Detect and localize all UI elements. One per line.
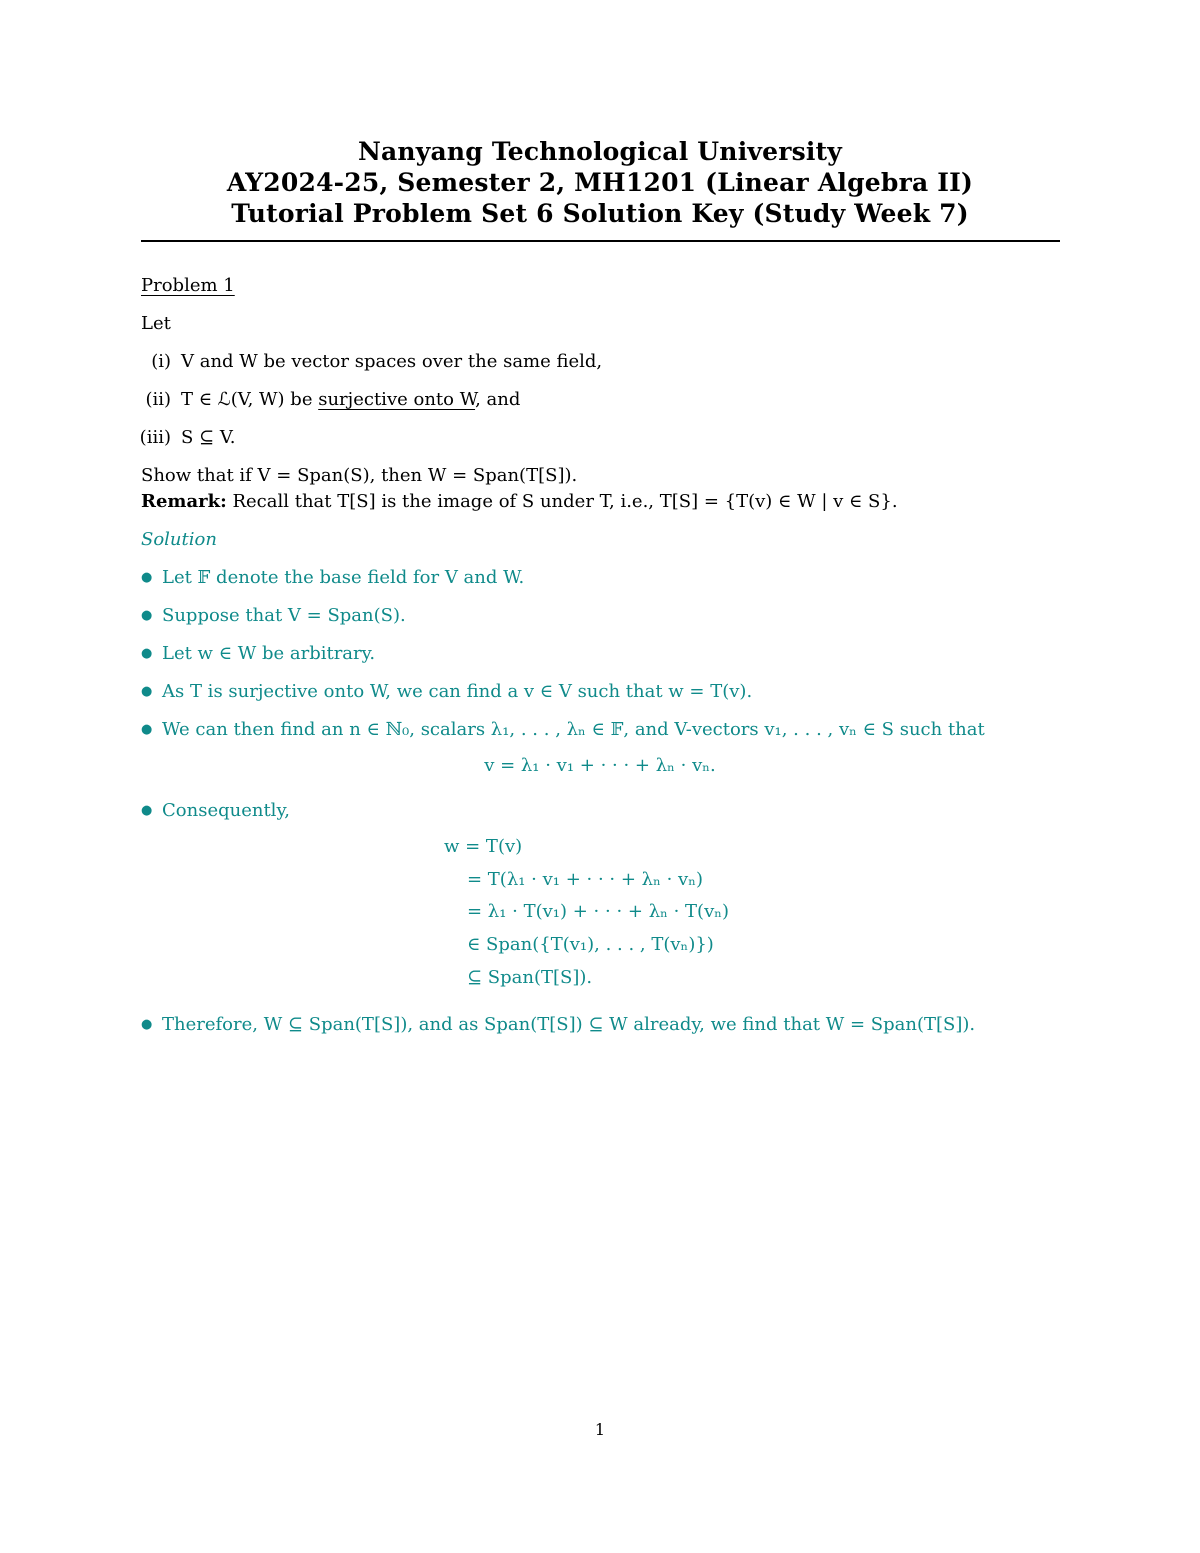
- solution-heading: Solution: [141, 529, 217, 550]
- condition-number: (ii): [145, 389, 171, 410]
- solution-step: Let 𝔽 denote the base field for V and W.: [162, 567, 525, 588]
- page-number: 1: [594, 1420, 606, 1439]
- bullet-icon: ●: [141, 803, 153, 818]
- bullet-icon: ●: [141, 1017, 153, 1032]
- remark-text: Recall that T[S] is the image of S under T, i.e., T[S] = {T(v) ∈ W | v ∈ S}.: [226, 491, 898, 512]
- bullet-icon: ●: [141, 570, 153, 585]
- condition-item: [141, 388, 520, 412]
- solution-step: Therefore, W ⊆ Span(T[S]), and as Span(T[S]) ⊆ W already, we find that W = Span(T[S]).: [162, 1014, 976, 1035]
- remark-label: Remark:: [141, 491, 227, 512]
- display-equation: v = λ₁ · v₁ + · · · + λₙ · vₙ.: [484, 755, 716, 776]
- title-block: [0, 136, 1200, 229]
- solution-step: Let w ∈ W be arbitrary.: [162, 643, 376, 664]
- bullet-icon: ●: [141, 684, 153, 699]
- solution-step: We can then find an n ∈ ℕ₀, scalars λ₁, . . . , λₙ ∈ 𝔽, and V-vectors v₁, . . . , vₙ ∈ S such that: [162, 719, 985, 740]
- remark: [141, 490, 898, 514]
- equation-chain-line: ⊆ Span(T[S]).: [467, 967, 593, 988]
- course-title: AY2024-25, Semester 2, MH1201 (Linear Algebra II): [226, 168, 974, 197]
- condition-item: [141, 350, 602, 374]
- condition-underlined-text: surjective onto W: [318, 389, 476, 410]
- solution-step: Suppose that V = Span(S).: [162, 605, 406, 626]
- solution-step: Consequently,: [162, 800, 290, 821]
- condition-text-tail: , and: [475, 389, 521, 410]
- problem-set-title: Tutorial Problem Set 6 Solution Key (Study Week 7): [231, 199, 969, 228]
- equation-chain-line: w = T(v): [444, 836, 523, 857]
- condition-text: S ⊆ V.: [181, 427, 236, 448]
- title-rule: [141, 240, 1060, 242]
- condition-number: (i): [151, 351, 171, 372]
- bullet-icon: ●: [141, 646, 153, 661]
- bullet-icon: ●: [141, 722, 153, 737]
- solution-step: As T is surjective onto W, we can find a v ∈ V such that w = T(v).: [162, 681, 753, 702]
- equation-chain-line: = T(λ₁ · v₁ + · · · + λₙ · vₙ): [467, 869, 704, 890]
- university-title: Nanyang Technological University: [357, 137, 843, 166]
- equation-chain-line: = λ₁ · T(v₁) + · · · + λₙ · T(vₙ): [467, 901, 730, 922]
- bullet-icon: ●: [141, 608, 153, 623]
- equation-chain-line: ∈ Span({T(v₁), . . . , T(vₙ)}): [467, 934, 714, 955]
- problem-statement: Show that if V = Span(S), then W = Span(T[S]).: [141, 465, 578, 486]
- condition-text: V and W be vector spaces over the same field,: [181, 351, 603, 372]
- condition-number: (iii): [139, 427, 171, 448]
- problem-heading: Problem 1: [141, 275, 235, 296]
- condition-item: [141, 426, 235, 450]
- condition-text: T ∈ ℒ(V, W) be: [181, 389, 319, 410]
- problem-intro: Let: [141, 313, 171, 334]
